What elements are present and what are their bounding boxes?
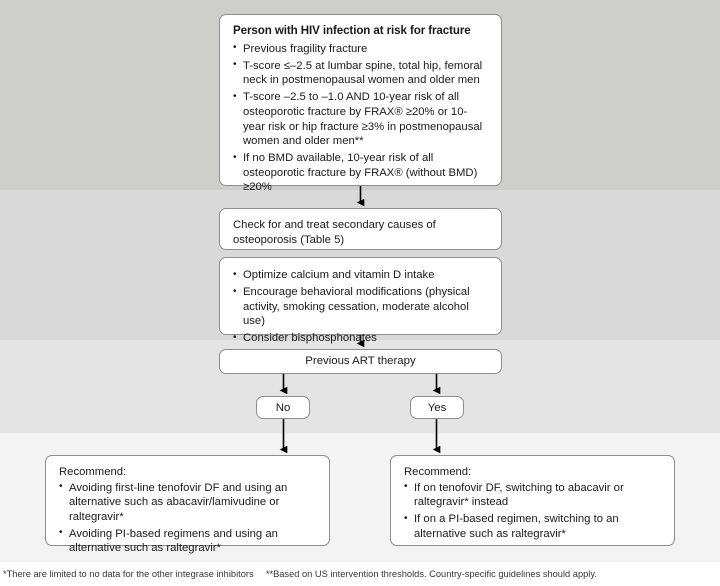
node-risk-criteria-bullets [233,42,489,195]
node-recommendation-art-naive-bullets [59,481,317,556]
list-item: • T-score ≤–2.5 at lumbar spine, total hip, femoral neck in postmenopausal women and older men [233,59,489,88]
node-branch-yes [410,396,464,419]
list-item: • Consider bisphosphonates [233,331,489,346]
list-item: • If on a PI-based regimen, switching to an alternative such as raltegravir* [404,512,662,541]
node-branch-yes-label: Yes [427,402,447,414]
node-recommendation-art-experienced-bullets [404,481,662,542]
node-recommendation-art-naive [45,455,330,555]
node-general-measures-bullets [233,268,489,346]
node-secondary-causes [219,208,502,250]
node-previous-art-therapy [219,349,502,374]
node-branch-no [256,396,310,419]
list-item: • Encourage behavioral modifications (physical activity, smoking cessation, moderate alcohol use) [233,285,489,329]
node-recommendation-art-naive-heading: Recommend: [59,466,127,478]
list-item: • If no BMD available, 10-year risk of all osteoporotic fracture by FRAX® (without BMD) ≥20% [233,151,489,195]
list-item: • Avoiding PI-based regimens and using an alternative such as raltegravir* [59,527,317,556]
list-item: • If on tenofovir DF, switching to abacavir or raltegravir* instead [404,481,662,510]
list-item: • Previous fragility fracture [233,42,489,57]
node-risk-criteria [219,14,502,194]
list-item: • Avoiding first-line tenofovir DF and using an alternative such as abacavir/lamivudine or raltegravir* [59,481,317,525]
list-item: • Optimize calcium and vitamin D intake [233,268,489,283]
node-secondary-causes-text: Check for and treat secondary causes of osteoporosis (Table 5) [233,219,436,246]
node-risk-criteria-title: Person with HIV infection at risk for fracture [233,24,471,37]
footnote-single-star: *There are limited to no data for the other integrase inhibitors [3,569,254,579]
node-general-measures [219,257,502,345]
footnote [3,568,717,580]
node-recommendation-art-experienced [390,455,675,546]
footnote-double-star: **Based on US intervention thresholds. Country-specific guidelines should apply. [265,569,597,579]
node-recommendation-art-experienced-heading: Recommend: [404,466,472,478]
node-branch-no-label: No [275,402,291,414]
list-item: • T-score –2.5 to –1.0 AND 10-year risk of all osteoporotic fracture by FRAX® ≥20% or 10-year risk or hip fracture ≥3% in postmenopausal women and older men** [233,90,489,148]
node-previous-art-therapy-label: Previous ART therapy [305,355,416,367]
